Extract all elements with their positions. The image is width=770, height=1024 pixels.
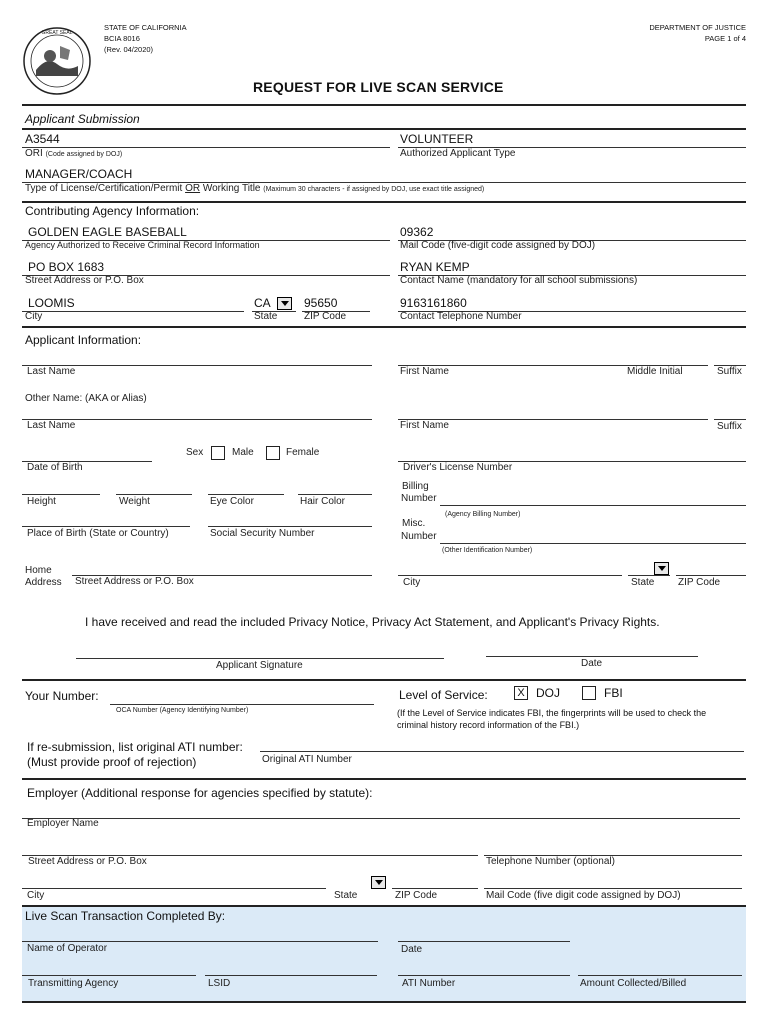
suffix-label: Suffix [717, 366, 742, 377]
misc-number-underline [440, 543, 746, 544]
place-of-birth-underline [22, 526, 190, 527]
operator-label: Name of Operator [27, 943, 108, 954]
billing-number-underline [440, 505, 746, 506]
place-of-birth-label: Place of Birth (State or Country) [27, 528, 169, 539]
hair-color-label: Hair Color [300, 496, 346, 507]
your-number-underline [110, 704, 374, 705]
agency-city-field[interactable]: LOOMIS [28, 296, 75, 310]
dob-label: Date of Birth [27, 462, 83, 473]
male-label: Male [232, 447, 254, 458]
privacy-statement: I have received and read the included Privacy Notice, Privacy Act Statement, and Applicant's Privacy Rights. [85, 615, 660, 629]
svg-text:GREAT SEAL: GREAT SEAL [41, 30, 73, 36]
contact-phone-label: Contact Telephone Number [400, 311, 522, 322]
license-type-label [25, 183, 484, 194]
form-title: REQUEST FOR LIVE SCAN SERVICE [253, 79, 504, 95]
misc-number-label-a: Misc. [402, 518, 426, 529]
home-city-underline [398, 575, 622, 576]
eye-color-underline [208, 494, 284, 495]
transmitting-agency-underline [22, 975, 196, 976]
section-divider [22, 778, 746, 780]
license-type-label-a: Type of License/Certification/Permit [25, 183, 183, 194]
contact-name-label: Contact Name (mandatory for all school submissions) [400, 275, 638, 286]
employer-phone-label: Telephone Number (optional) [486, 856, 615, 867]
section-divider [22, 201, 746, 203]
employer-heading: Employer (Additional response for agencies specified by statute): [27, 786, 373, 800]
ori-field[interactable]: A3544 [25, 132, 60, 146]
section-divider [22, 679, 746, 681]
eye-color-label: Eye Color [210, 496, 254, 507]
employer-name-label: Employer Name [27, 818, 99, 829]
level-of-service-note-b: criminal history record information of the FBI.) [397, 720, 580, 730]
mail-code-field[interactable]: 09362 [400, 225, 434, 239]
first-name-label: First Name [400, 366, 449, 377]
ori-note: (Code assigned by DOJ) [45, 151, 123, 158]
mail-code-label: Mail Code (five-digit code assigned by DOJ) [400, 240, 596, 251]
misc-number-label-b: Number [401, 531, 437, 542]
billing-number-note: (Agency Billing Number) [445, 511, 521, 518]
signature-date-label: Date [581, 658, 603, 669]
license-type-label-or: OR [185, 183, 201, 194]
title-divider [22, 104, 746, 106]
signature-date-underline [486, 656, 698, 657]
applicant-type-label: Authorized Applicant Type [400, 148, 516, 159]
resubmission-line-a: If re-submission, list original ATI number: [27, 740, 243, 754]
section-divider [22, 128, 746, 130]
form-bottom-border [22, 1001, 746, 1003]
weight-label: Weight [119, 496, 150, 507]
state-dropdown-icon[interactable] [277, 297, 292, 310]
aka-suffix-underline [714, 419, 746, 420]
form-revision: (Rev. 04/2020) [104, 45, 154, 54]
employer-name-underline [22, 818, 740, 819]
contributing-agency-heading: Contributing Agency Information: [25, 204, 200, 218]
agency-state-field[interactable]: CA [254, 296, 271, 310]
employer-mail-code-label: Mail Code (five digit code assigned by DOJ) [486, 890, 681, 901]
last-name-label: Last Name [27, 366, 76, 377]
home-city-label: City [403, 577, 421, 588]
live-scan-heading: Live Scan Transaction Completed By: [25, 909, 226, 923]
ati-underline [260, 751, 744, 752]
home-zip-label: ZIP Code [678, 577, 721, 588]
agency-city-label: City [25, 311, 43, 322]
agency-address-field[interactable]: PO BOX 1683 [28, 260, 105, 274]
ori-label [25, 148, 122, 159]
aka-last-name-label: Last Name [27, 420, 76, 431]
state-dropdown-icon[interactable] [371, 876, 386, 889]
state-name: STATE OF CALIFORNIA [104, 23, 187, 32]
sex-label: Sex [186, 447, 204, 458]
billing-number-label-b: Number [401, 493, 437, 504]
doj-checkbox[interactable]: X [514, 686, 528, 700]
home-address-label-a: Home [25, 565, 52, 576]
agency-zip-label: ZIP Code [304, 311, 347, 322]
hair-color-underline [298, 494, 372, 495]
department-name: DEPARTMENT OF JUSTICE [649, 23, 746, 32]
doj-label: DOJ [536, 686, 560, 700]
live-scan-date-underline [398, 941, 570, 942]
license-type-field[interactable]: MANAGER/COACH [25, 167, 133, 181]
employer-city-underline [22, 888, 326, 889]
agency-state-label: State [254, 311, 278, 322]
ati-number-underline [398, 975, 570, 976]
license-type-label-b: Working Title [202, 183, 261, 194]
agency-field[interactable]: GOLDEN EAGLE BASEBALL [28, 225, 187, 239]
license-type-note: (Maximum 30 characters - if assigned by DOJ, use exact title assigned) [263, 186, 485, 193]
height-underline [22, 494, 100, 495]
signature-underline [76, 658, 444, 659]
ssn-underline [208, 526, 372, 527]
home-address-label-b: Address [25, 577, 62, 588]
home-street-label: Street Address or P.O. Box [75, 576, 194, 587]
agency-address-label: Street Address or P.O. Box [25, 275, 144, 286]
fbi-checkbox[interactable] [582, 686, 596, 700]
employer-street-label: Street Address or P.O. Box [28, 856, 147, 867]
drivers-license-label: Driver's License Number [403, 462, 513, 473]
height-label: Height [27, 496, 56, 507]
amount-underline [578, 975, 742, 976]
ssn-label: Social Security Number [210, 528, 315, 539]
weight-underline [116, 494, 192, 495]
section-divider [22, 905, 746, 907]
contact-name-field[interactable]: RYAN KEMP [400, 260, 470, 274]
applicant-type-field[interactable]: VOLUNTEER [400, 132, 474, 146]
form-number: BCIA 8016 [104, 34, 140, 43]
resubmission-line-b: (Must provide proof of rejection) [27, 755, 197, 769]
applicant-info-heading: Applicant Information: [25, 333, 142, 347]
applicant-submission-heading: Applicant Submission [25, 112, 140, 126]
aka-suffix-label: Suffix [717, 421, 742, 432]
female-label: Female [286, 447, 320, 458]
male-checkbox[interactable] [211, 446, 225, 460]
level-of-service-note-a: (If the Level of Service indicates FBI, the fingerprints will be used to check the [397, 708, 707, 718]
your-number-label: Your Number: [25, 689, 99, 703]
ati-number-label: ATI Number [402, 978, 456, 989]
billing-number-label-a: Billing [402, 481, 429, 492]
female-checkbox[interactable] [266, 446, 280, 460]
agency-zip-field[interactable]: 95650 [304, 296, 338, 310]
state-dropdown-icon[interactable] [654, 562, 669, 575]
other-name-label: Other Name: (AKA or Alias) [25, 393, 147, 404]
agency-label: Agency Authorized to Receive Criminal Record Information [25, 240, 260, 250]
original-ati-label: Original ATI Number [262, 754, 352, 765]
home-zip-underline [676, 575, 746, 576]
contact-phone-field[interactable]: 9163161860 [400, 296, 467, 310]
state-seal-icon [22, 26, 92, 96]
fbi-label: FBI [604, 686, 623, 700]
signature-label: Applicant Signature [216, 660, 303, 671]
transmitting-agency-label: Transmitting Agency [28, 978, 119, 989]
section-divider [22, 326, 746, 328]
employer-zip-underline [392, 888, 478, 889]
your-number-note: OCA Number (Agency Identifying Number) [116, 707, 249, 714]
aka-first-name-label: First Name [400, 420, 449, 431]
level-of-service-label: Level of Service: [399, 688, 488, 702]
employer-mail-code-underline [484, 888, 742, 889]
employer-state-label: State [334, 890, 358, 901]
agency-city-underline [22, 311, 244, 312]
lsid-underline [205, 975, 377, 976]
employer-city-label: City [27, 890, 45, 901]
operator-underline [22, 941, 378, 942]
middle-initial-label: Middle Initial [627, 366, 683, 377]
page-number: PAGE 1 of 4 [704, 34, 746, 43]
home-state-label: State [631, 577, 655, 588]
lsid-label: LSID [208, 978, 231, 989]
ori-label-text: ORI [25, 148, 43, 159]
home-state-underline [628, 575, 670, 576]
amount-label: Amount Collected/Billed [580, 978, 687, 989]
misc-number-note: (Other Identification Number) [442, 547, 533, 554]
employer-zip-label: ZIP Code [395, 890, 438, 901]
live-scan-date-label: Date [401, 944, 423, 955]
